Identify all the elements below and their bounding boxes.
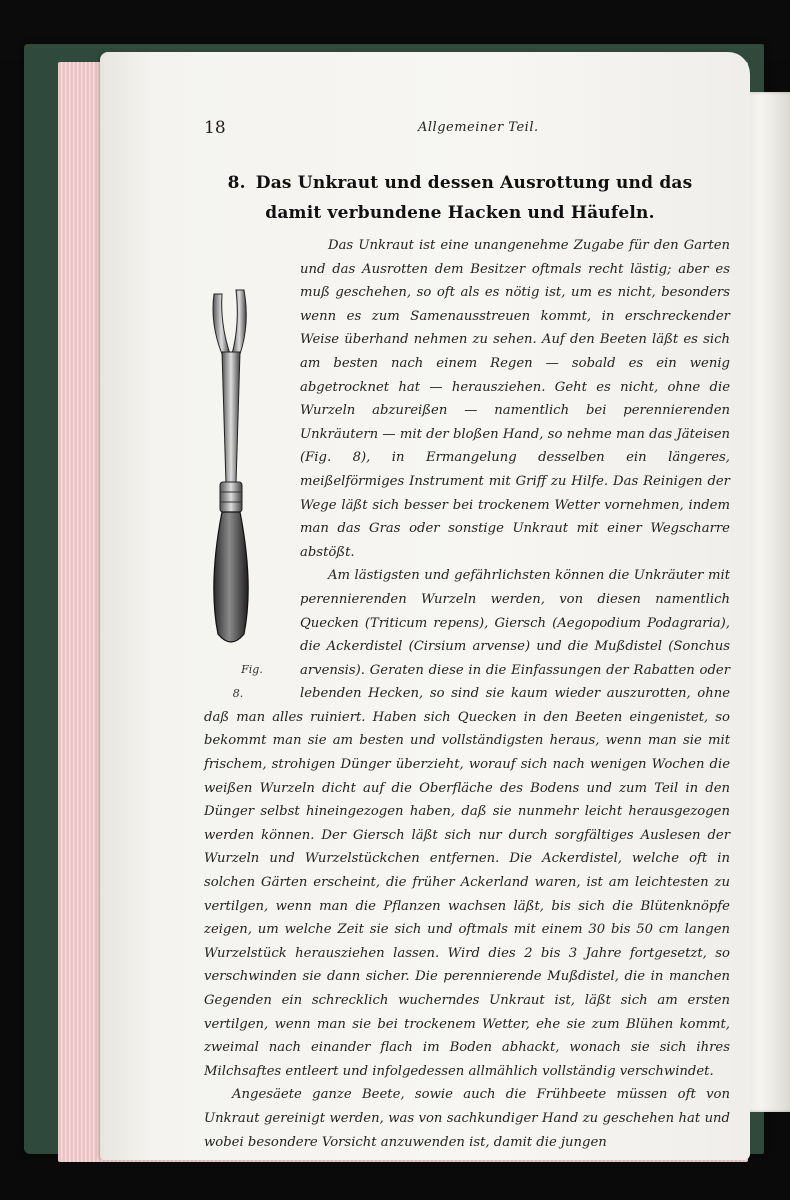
figure-caption: Fig. 8.	[232, 663, 263, 700]
paragraph-2: Am lästigsten und gefährlichsten können die Unkräuter mit perennierenden Wurzeln werden, von diesen namentlich Quecken (Triticum repens), Giersch (Aegopodium Podagraria), die Ackerdistel (Cirsium arvense) und die Mußdistel (Sonchus arvensis). Geraten diese in die Einfassungen der Rabatten oder lebenden Hecken, so sind sie kaum wieder auszurotten, ohne daß man alles ruiniert. Haben sich Quecken in den Beeten eingenistet, so bekommt man sie am besten und vollständigsten heraus, wenn man sie mit frischem, strohigen Dünger überzieht, worauf sich nach wenigen Wochen die weißen Wurzeln dicht auf die Oberfläche des Bodens und zum Teil in den Dünger selbst hineingezogen haben, daß sie nunmehr leicht herausgezogen werden können. Der Giersch läßt sich nur durch sorgfältiges Auslesen der Wurzeln und Wurzelstückchen entfernen. Die Ackerdistel, welche oft in solchen Gärten erscheint, die früher Ackerland waren, ist am leichtesten zu vertilgen, wenn man die Pflanzen wachsen läßt, bis sich die Blütenknöpfe zeigen, um welche Zeit sie sich und oftmals mit einem 30 bis 50 cm langen Wurzelstück herausziehen lassen. Wird dies 2 bis 3 Jahre fortgesetzt, so verschwinden sie dann sicher. Die perennierende Mußdistel, die in manchen Gegenden ein schrecklich wucherndes Unkraut ist, läßt sich am ersten vertilgen, wenn man sie bei trockenem Wetter, ehe sie zum Blühen kommt, zweimal nach einander flach im Boden abhackt, wonach sie sich ihres Milchsaftes entleert und infolgedessen allmählich vollständig verschwindet.	[204, 568, 730, 1079]
section-title: Das Unkraut und dessen Ausrottung und das damit verbundene Hacken und Häufeln.	[255, 173, 693, 223]
page-number: 18	[204, 118, 226, 138]
paragraph-1: Das Unkraut ist eine unangenehme Zugabe für den Garten und das Ausrotten dem Besitzer oftmals recht lästig; aber es muß geschehen, so oft als es nötig ist, um es nicht, besonders wenn es zum Samenausstreuen kommt, in erschreckender Weise überhand nehmen zu sehen. Auf den Beeten läßt es sich am besten nach einem Regen — sobald es ein wenig abgetrocknet hat — herausziehen. Geht es nicht, ohne die Wurzeln abzureißen — namentlich bei perennierenden Unkräutern — mit der bloßen Hand, so nehme man das Jäteisen (Fig. 8), in Ermangelung desselben ein längeres, meißelförmiges Instrument mit Griff zu Hilfe. Das Reinigen der Wege läßt sich besser bei trockenem Wetter vornehmen, indem man das Gras oder sonstige Unkraut mit einer Wegscharre abstößt.	[300, 238, 730, 560]
section-number: 8.	[227, 173, 246, 193]
page-header	[100, 118, 750, 140]
figure-8	[200, 284, 286, 700]
body-text	[204, 234, 730, 1154]
paragraph-1a	[204, 234, 730, 700]
book-page	[100, 52, 750, 1160]
section-heading	[200, 168, 720, 228]
running-head: Allgemeiner Teil.	[418, 120, 539, 135]
paragraph-3: Angesäete ganze Beete, sowie auch die Frühbeete müssen oft von Unkraut gereinigt werden, was von sachkundiger Hand zu geschehen hat und wobei besondere Vorsicht anzuwenden ist, damit die jungen	[204, 1087, 730, 1150]
weeding-fork-icon	[200, 284, 286, 654]
